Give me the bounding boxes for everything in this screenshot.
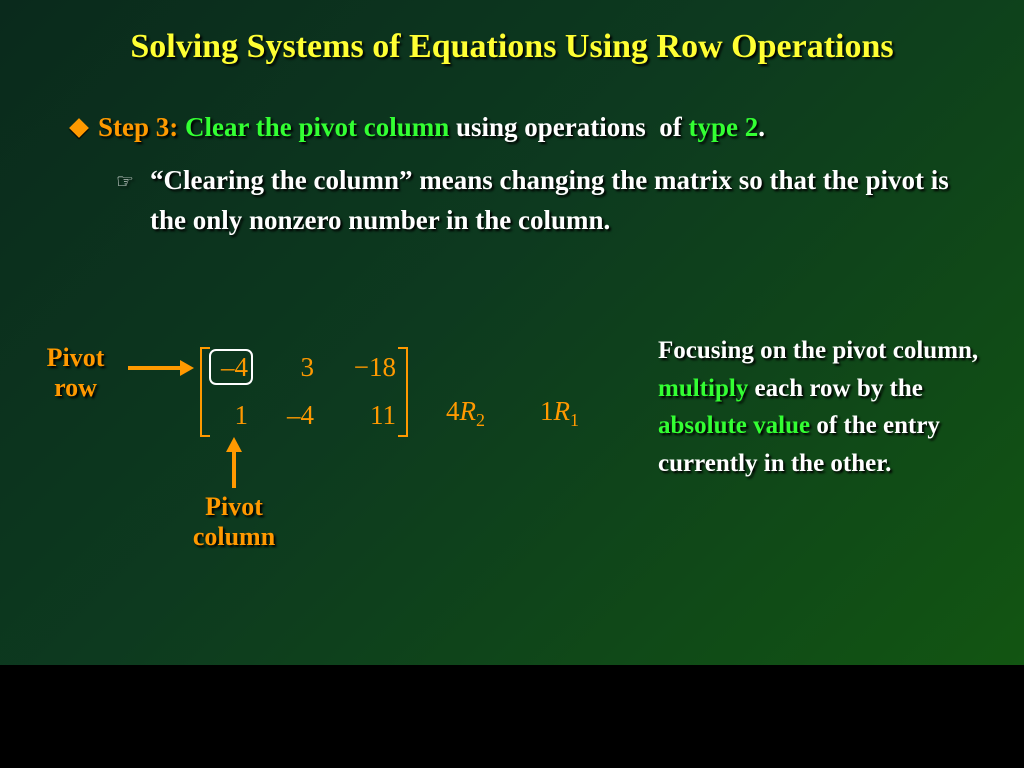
row-op-sub: 1	[570, 410, 579, 430]
explanation-part1: Focusing on the pivot column,	[658, 337, 979, 364]
explanation-part3: of the entry currently in the other.	[658, 412, 940, 477]
diamond-bullet-icon	[69, 118, 89, 138]
bullet-clearing-definition	[116, 160, 976, 240]
pivot-row-label-line1: Pivot	[46, 343, 105, 372]
matrix-cell-r2c2: –4	[287, 400, 314, 430]
pivot-row-arrow-icon	[128, 360, 194, 376]
row-op-coef: 4	[446, 396, 460, 426]
row-op-1R1	[540, 396, 579, 431]
pivot-row-label	[28, 343, 123, 403]
matrix-cell-r1c2: 3	[300, 352, 314, 382]
row-op-4R2	[446, 396, 485, 431]
step-label: Step 3:	[98, 112, 179, 142]
pivot-column-label-line1: Pivot	[205, 492, 263, 521]
matrix-cell-r1c3: −18	[353, 352, 396, 382]
pointing-hand-icon: ☞	[116, 171, 134, 193]
matrix-cell-r2c3: 11	[370, 400, 396, 430]
bullet2-text: “Clearing the column” means changing the matrix so that the pivot is the only nonzero number in the column.	[150, 165, 949, 235]
matrix-cell-r1c1: –4	[221, 352, 248, 382]
explanation-text	[658, 332, 1008, 482]
row-op-sub: 2	[476, 410, 485, 430]
highlight-multiply: multiply	[658, 374, 749, 402]
highlight-type-2: type 2	[688, 112, 759, 142]
pivot-column-arrow-icon	[226, 437, 242, 488]
explanation-part2: each row by the	[748, 374, 923, 402]
bottom-black-band	[0, 665, 1024, 768]
pivot-column-label-line2: column	[192, 522, 276, 551]
highlight-clear-pivot-column: Clear the pivot column	[185, 112, 450, 142]
bullet1-end: .	[758, 112, 766, 142]
bullet-step-3	[66, 112, 765, 143]
slide-title: Solving Systems of Equations Using Row Operations	[130, 28, 894, 65]
pivot-column-label	[170, 492, 298, 552]
pivot-row-label-line2: row	[54, 373, 97, 402]
row-op-var: R	[459, 396, 476, 426]
matrix-cell-r2c1: 1	[234, 400, 248, 430]
row-op-coef: 1	[540, 396, 554, 426]
highlight-absolute-value: absolute value	[658, 412, 811, 439]
row-op-var: R	[553, 396, 570, 426]
bullet1-middle-text: using operations of	[449, 112, 689, 142]
